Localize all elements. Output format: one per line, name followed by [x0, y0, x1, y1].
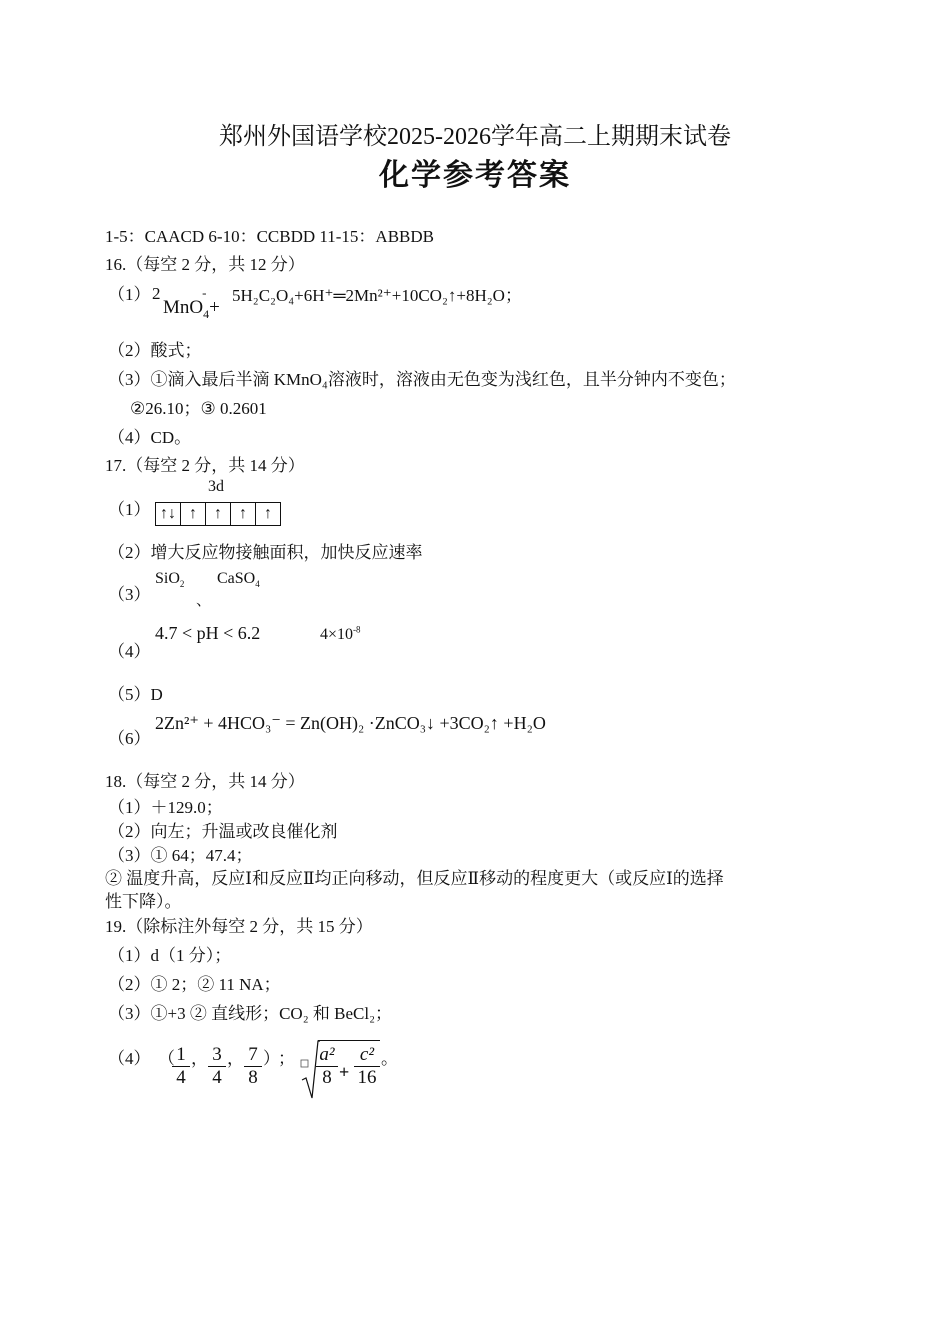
q16-p1-equation: 5H₂C₂O₄+6H⁺═2Mn²⁺+10CO₂↑+8H₂O； [232, 286, 522, 305]
orbital-box: ↑ [205, 503, 230, 525]
q17-ph-range: 4.7 < pH < 6.2 [155, 623, 261, 643]
orbital-box: ↑ [255, 503, 280, 525]
q18-p3-explanation-cont: 性下降）。 [105, 892, 182, 911]
q17-heading: 17.（每空 2 分，共 14 分） [105, 456, 305, 475]
comma: ， [227, 1049, 244, 1068]
q17-p6-equation: 2Zn²⁺ + 4HCO₃⁻ = Zn(OH)₂ ·ZnCO₃↓ +3CO₂↑ +H₂O [155, 713, 546, 733]
comma: ， [191, 1049, 208, 1068]
q17-p1-label: （1） [108, 500, 151, 519]
q19-p4-end: 。 [381, 1049, 398, 1068]
choice-answers: 1-5：CAACD 6-10：CCBDD 11-15：ABBDB [105, 227, 435, 246]
q17-p4-label: （4） [108, 642, 151, 661]
q19-p4-separator: ； [278, 1049, 295, 1068]
plus-sign: + [339, 1062, 350, 1082]
document-title: 郑州外国语学校2025-2026学年高二上期期末试卷 [219, 124, 731, 150]
q19-p3: （3）①+3 ② 直线形；CO₂ 和 BeCl₂； [108, 1004, 393, 1023]
q17-ksp-value: $4\times 10^{-8}$ [320, 624, 361, 643]
q17-sio2: SiO$_2$ [155, 570, 185, 590]
sqrt-term-c: c² 16 [354, 1044, 380, 1089]
coordinate-y: 3 4 [208, 1044, 226, 1089]
q17-caso4: CaSO$_4$ [217, 570, 260, 590]
q16-p3: （3）①滴入最后半滴 KMnO₄溶液时，溶液由无色变为浅红色，且半分钟内不变色； [108, 370, 736, 389]
orbital-diagram [155, 502, 281, 526]
q17-p5: （5）D [108, 685, 163, 704]
q19-p4-label: （4） [108, 1049, 151, 1068]
orbital-box: ↑ [180, 503, 205, 525]
coordinate-z: 7 8 [244, 1044, 262, 1089]
sqrt-bar [318, 1040, 380, 1041]
q18-p2: （2）向左；升温或改良催化剂 [108, 822, 338, 841]
q18-p1: （1）＋129.0； [108, 798, 223, 817]
q16-heading: 16.（每空 2 分，共 12 分） [105, 255, 305, 274]
q19-heading: 19.（除标注外每空 2 分，共 15 分） [105, 917, 373, 936]
q16-p4: （4）CD。 [108, 428, 192, 447]
q16-permanganate: MnO - $_4$+ [163, 285, 220, 321]
orbital-label: 3d [208, 478, 224, 495]
q16-p1-label: （1） [108, 285, 151, 304]
sqrt-term-a: a² 8 [316, 1044, 338, 1089]
document-subtitle: 化学参考答案 [379, 159, 571, 192]
q18-heading: 18.（每空 2 分，共 14 分） [105, 772, 305, 791]
coordinate-x: 1 4 [172, 1044, 190, 1089]
orbital-box: ↑↓ [160, 505, 176, 522]
q19-p2: （2）① 2；② 11 NA； [108, 975, 281, 994]
q16-p2: （2）酸式； [108, 341, 202, 360]
q18-p3: （3）① 64；47.4； [108, 846, 253, 865]
q16-p3-values: ②26.10；③ 0.2601 [130, 399, 267, 418]
orbital-box: ↑ [230, 503, 255, 525]
paren-open: （ [158, 1049, 175, 1068]
q17-p6-label: （6） [108, 729, 151, 748]
q17-separator: 、 [196, 593, 212, 609]
q19-p1: （1）d（1 分）； [108, 946, 232, 965]
paren-close: ） [263, 1049, 280, 1068]
q16-p1-coef: 2 [152, 284, 161, 303]
q18-p3-explanation: ② 温度升高，反应Ⅰ和反应Ⅱ均正向移动，但反应Ⅱ移动的程度更大（或反应Ⅰ的选择 [105, 869, 724, 888]
q17-p2: （2）增大反应物接触面积，加快反应速率 [108, 543, 423, 562]
q17-p3-label: （3） [108, 585, 151, 604]
